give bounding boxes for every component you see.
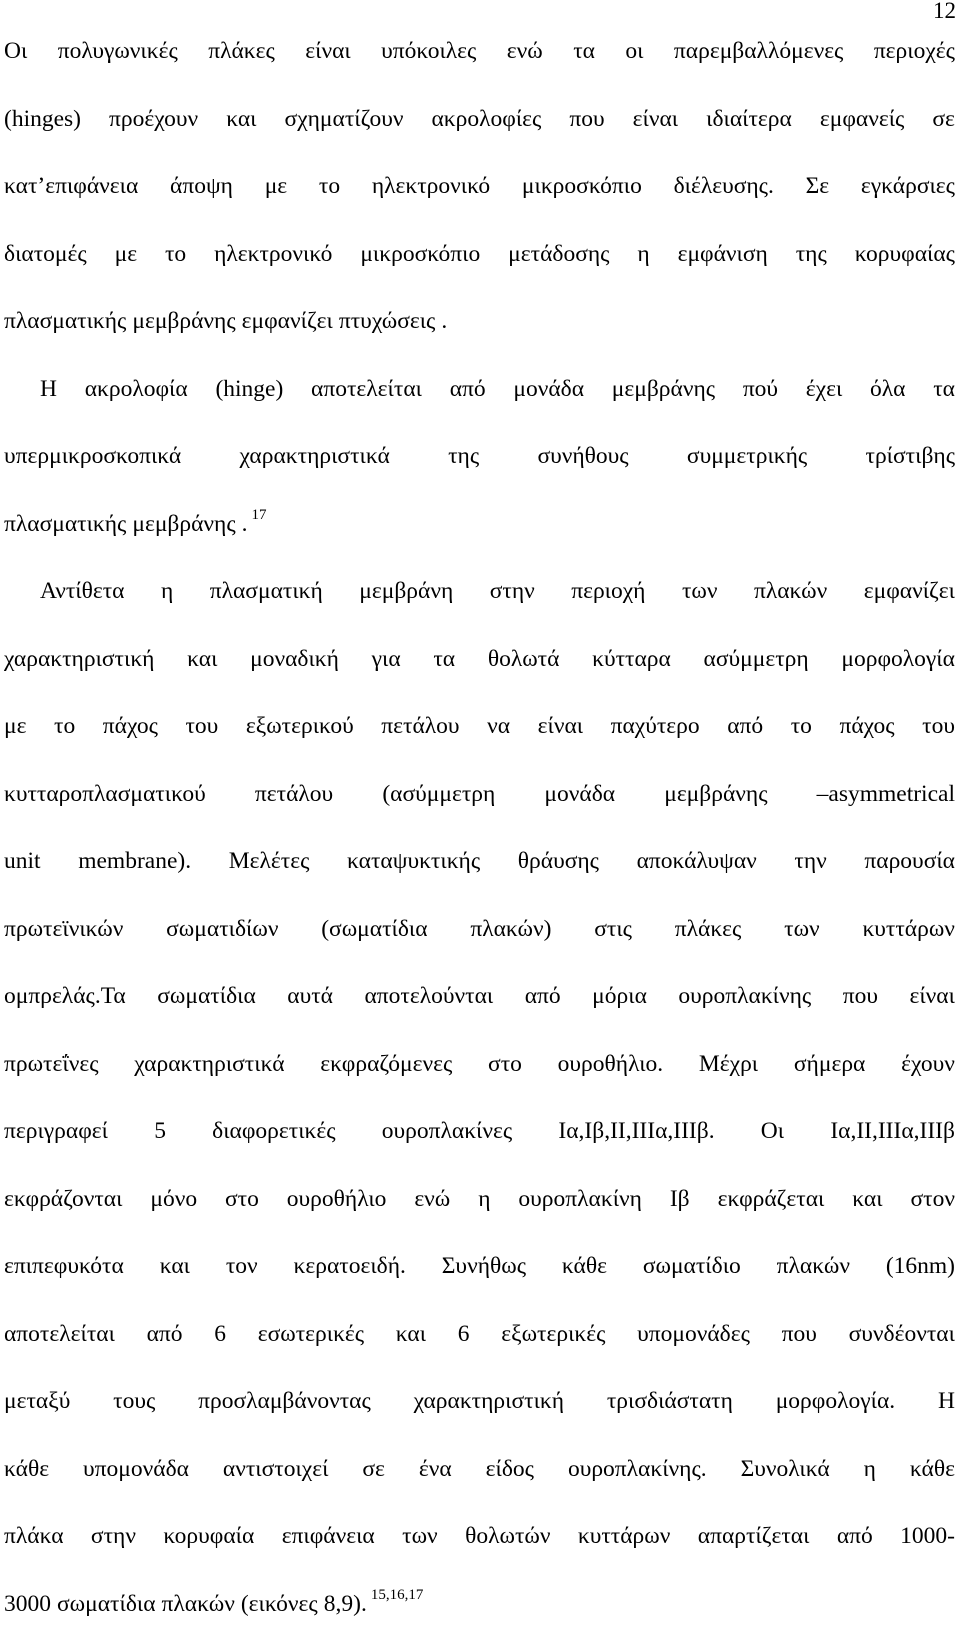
word: πολυγωνικές <box>58 18 178 86</box>
word: μεμβράνης <box>664 761 767 829</box>
word: μορφολογία <box>841 626 955 694</box>
word: των <box>784 896 820 964</box>
text-line <box>4 423 955 491</box>
citation-superscript: 15,16,17 <box>371 1587 424 1603</box>
word: παχύτερο <box>611 693 700 761</box>
word: εμφανίζει <box>864 558 955 626</box>
word: θολωτά <box>488 626 560 694</box>
word: και <box>852 1166 882 1234</box>
word: κάθε <box>4 1436 49 1504</box>
word: ουροπλακίνης. <box>568 1436 707 1504</box>
word: από <box>727 693 763 761</box>
word: υπομονάδες <box>637 1301 750 1369</box>
word: εκφράζονται <box>4 1166 122 1234</box>
word: κάθε <box>910 1436 955 1504</box>
word: unit <box>4 828 41 896</box>
word: σε <box>362 1436 385 1504</box>
word: ακρολοφίες <box>432 86 542 154</box>
word: αποκάλυψαν <box>637 828 757 896</box>
page-number: 12 <box>933 0 956 24</box>
word: οι <box>625 18 643 86</box>
text-line <box>4 693 955 761</box>
word: πάχος <box>839 693 894 761</box>
word: στην <box>490 558 535 626</box>
text-line <box>4 828 955 896</box>
text-line <box>4 1436 955 1504</box>
word: σωματιδίων <box>166 896 278 964</box>
text-line <box>4 86 955 154</box>
word: Ια,ΙΙ,ΙΙΙα,ΙΙΙβ <box>830 1098 955 1166</box>
word: τρισδιάστατη <box>607 1368 733 1436</box>
word: τα <box>573 18 595 86</box>
word: ένα <box>419 1436 452 1504</box>
word: τρίστιβης <box>866 423 955 491</box>
word: στις <box>594 896 632 964</box>
word: σήμερα <box>794 1031 865 1099</box>
word: αποτελείται <box>311 356 422 424</box>
word: στην <box>91 1503 136 1571</box>
word: 8,9). $^{15,16,17}$ <box>324 1571 424 1638</box>
word: υπομονάδα <box>83 1436 189 1504</box>
word: από <box>525 963 561 1031</box>
word: (σωματίδια <box>321 896 427 964</box>
word: σωματίδια <box>157 963 256 1031</box>
word: και <box>160 1233 190 1301</box>
word: κατ’επιφάνεια <box>4 153 138 221</box>
word: των <box>402 1503 438 1571</box>
word: αποτελούνται <box>365 963 494 1031</box>
word: Οι <box>4 18 27 86</box>
word: ουροπλακίνη <box>518 1166 642 1234</box>
word: πλασματικής <box>4 288 126 356</box>
word: εκφράζεται <box>718 1166 825 1234</box>
word: σωματίδια <box>57 1571 156 1638</box>
word: μεταξύ <box>4 1368 70 1436</box>
text-line <box>4 153 955 221</box>
word: ουροθήλιο. <box>558 1031 663 1099</box>
word: της <box>796 221 827 289</box>
word: τα <box>433 626 455 694</box>
word: η <box>637 221 649 289</box>
text-line <box>4 1368 955 1436</box>
word: να <box>487 693 510 761</box>
word: είναι <box>909 963 954 1031</box>
word: εσωτερικές <box>258 1301 364 1369</box>
word: μοναδική <box>250 626 339 694</box>
word: μεμβράνης <box>132 288 235 356</box>
word: από <box>450 356 486 424</box>
text-line <box>4 491 955 559</box>
word: περιοχή <box>571 558 645 626</box>
word: η <box>161 558 173 626</box>
word: μικροσκόπιο <box>522 153 642 221</box>
word: είναι <box>305 18 350 86</box>
text-line <box>4 356 955 424</box>
word: τα <box>933 356 955 424</box>
word: στον <box>911 1166 956 1234</box>
word: επιπεφυκότα <box>4 1233 124 1301</box>
text-line <box>4 1233 955 1301</box>
word: πλακών <box>777 1233 850 1301</box>
word: αυτά <box>287 963 333 1031</box>
word: κύτταρα <box>592 626 671 694</box>
word: κορυφαίας <box>855 221 955 289</box>
word: είναι <box>633 86 678 154</box>
word: πάχος <box>103 693 158 761</box>
word: κυττάρων <box>862 896 955 964</box>
word: χαρακτηριστικά <box>240 423 390 491</box>
word: Μέχρι <box>699 1031 758 1099</box>
word: πλάκες <box>208 18 275 86</box>
text-line <box>4 558 955 626</box>
word: μεμβράνη <box>359 558 453 626</box>
word: που <box>782 1301 817 1369</box>
text-line <box>4 1098 955 1166</box>
word: και <box>226 86 256 154</box>
word: των <box>682 558 718 626</box>
word: είδος <box>486 1436 534 1504</box>
word: εξωτερικές <box>501 1301 605 1369</box>
text-line <box>4 1571 955 1638</box>
word: Συνολικά <box>741 1436 830 1504</box>
word: του <box>185 693 218 761</box>
word: μικροσκόπιο <box>360 221 480 289</box>
word: μονάδα <box>513 356 584 424</box>
word: 3000 <box>4 1571 51 1638</box>
word: μετάδοσης <box>508 221 609 289</box>
word: 5 <box>154 1098 166 1166</box>
word: σε <box>932 86 955 154</box>
word: τους <box>113 1368 155 1436</box>
text-line <box>4 963 955 1031</box>
word: Η <box>938 1368 955 1436</box>
word: άποψη <box>170 153 233 221</box>
word: εγκάρσιες <box>861 153 955 221</box>
word: εμφανείς <box>820 86 904 154</box>
word: πλασματικής <box>4 491 126 559</box>
word: όλα <box>870 356 905 424</box>
word: για <box>372 626 401 694</box>
word: αντιστοιχεί <box>223 1436 329 1504</box>
word: είναι <box>538 693 583 761</box>
word: και <box>396 1301 426 1369</box>
word: Ια,Ιβ,ΙΙ,ΙΙΙα,ΙΙΙβ. <box>558 1098 714 1166</box>
word: μεμβράνης <box>612 356 715 424</box>
word: εκφραζόμενες <box>320 1031 452 1099</box>
word: με <box>115 221 137 289</box>
word: ασύμμετρη <box>704 626 809 694</box>
word: του <box>922 693 955 761</box>
word: συνδέονται <box>849 1301 955 1369</box>
word: προσλαμβάνοντας <box>198 1368 371 1436</box>
word: Σε <box>806 153 830 221</box>
word: πετάλου <box>255 761 333 829</box>
word: Συνήθως <box>442 1233 526 1301</box>
word: την <box>794 828 826 896</box>
word: συμμετρικής <box>687 423 807 491</box>
word: στο <box>225 1166 259 1234</box>
word: κερατοειδή. <box>294 1233 406 1301</box>
word: membrane). <box>78 828 191 896</box>
word: παρουσία <box>864 828 955 896</box>
word: ουροπλακίνες <box>382 1098 512 1166</box>
word: θολωτών <box>465 1503 550 1571</box>
word: 6 <box>458 1301 470 1369</box>
word: τον <box>226 1233 258 1301</box>
document-body <box>4 18 955 1638</box>
word: . <box>441 288 447 356</box>
text-line <box>4 1503 955 1571</box>
word: παρεμβαλλόμενες <box>674 18 843 86</box>
text-line <box>4 1031 955 1099</box>
word: (εικόνες <box>241 1571 318 1638</box>
word: κυτταροπλασματικού <box>4 761 206 829</box>
word: διαφορετικές <box>212 1098 335 1166</box>
word: εξωτερικού <box>246 693 354 761</box>
word: Μελέτες <box>229 828 310 896</box>
word: (ασύμμετρη <box>382 761 495 829</box>
word: καταψυκτικής <box>347 828 480 896</box>
word: μεμβράνης <box>132 491 235 559</box>
word: κάθε <box>562 1233 607 1301</box>
word: μορφολογία. <box>776 1368 895 1436</box>
word: Ιβ <box>670 1166 690 1234</box>
word: το <box>54 693 75 761</box>
word: πλάκα <box>4 1503 64 1571</box>
word: που <box>569 86 604 154</box>
word: συνήθους <box>537 423 628 491</box>
word: πτυχώσεις <box>339 288 436 356</box>
word: πρωτεΐνες <box>4 1031 99 1099</box>
citation-superscript: 17 <box>252 507 267 523</box>
word: στο <box>488 1031 522 1099</box>
text-line <box>4 761 955 829</box>
word: ηλεκτρονικό <box>372 153 490 221</box>
word: 1000- <box>900 1503 955 1571</box>
word: πλακών <box>162 1571 235 1638</box>
word: πλακών) <box>470 896 551 964</box>
word: σωματίδιο <box>643 1233 741 1301</box>
word: το <box>165 221 186 289</box>
word: θράυσης <box>518 828 599 896</box>
word: εμφανίζει <box>242 288 333 356</box>
word: Αντίθετα <box>40 558 125 626</box>
text-line <box>4 1301 955 1369</box>
word: . $^{17}$ <box>242 491 267 559</box>
word: πλασματική <box>210 558 323 626</box>
word: υπόκοιλες <box>381 18 476 86</box>
text-line <box>4 1166 955 1234</box>
word: –asymmetrical <box>817 761 955 829</box>
word: ηλεκτρονικό <box>214 221 332 289</box>
word: ουροθήλιο <box>287 1166 387 1234</box>
word: (hinge) <box>215 356 283 424</box>
word: ιδιαίτερα <box>706 86 792 154</box>
word: μονάδα <box>544 761 615 829</box>
word: Η <box>40 356 57 424</box>
word: από <box>837 1503 873 1571</box>
text-line <box>4 288 955 356</box>
word: έχουν <box>901 1031 955 1099</box>
word: προέχουν <box>109 86 198 154</box>
word: αποτελείται <box>4 1301 115 1369</box>
word: επιφάνεια <box>282 1503 375 1571</box>
word: η <box>478 1166 490 1234</box>
word: σχηματίζουν <box>285 86 404 154</box>
text-line <box>4 18 955 86</box>
word: ενώ <box>507 18 543 86</box>
word: κυττάρων <box>578 1503 671 1571</box>
word: περιοχές <box>874 18 955 86</box>
word: της <box>448 423 479 491</box>
word: πρωτεϊνικών <box>4 896 123 964</box>
text-line <box>4 896 955 964</box>
word: (hinges) <box>4 86 81 154</box>
word: πετάλου <box>381 693 459 761</box>
word: με <box>265 153 287 221</box>
word: πλακών <box>754 558 827 626</box>
word: 6 <box>214 1301 226 1369</box>
word: χαρακτηριστικά <box>134 1031 284 1099</box>
word: η <box>864 1436 876 1504</box>
word: διατομές <box>4 221 87 289</box>
word: μόνο <box>150 1166 197 1234</box>
word: ακρολοφία <box>85 356 188 424</box>
word: χαρακτηριστική <box>4 626 154 694</box>
word: υπερμικροσκοπικά <box>4 423 181 491</box>
word: από <box>147 1301 183 1369</box>
word: που <box>843 963 878 1031</box>
word: ουροπλακίνης <box>678 963 811 1031</box>
word: πλάκες <box>675 896 742 964</box>
word: και <box>187 626 217 694</box>
word: μόρια <box>592 963 647 1031</box>
word: κορυφαία <box>163 1503 254 1571</box>
word: διέλευσης. <box>674 153 774 221</box>
word: χαρακτηριστική <box>414 1368 564 1436</box>
word: απαρτίζεται <box>698 1503 810 1571</box>
text-line <box>4 626 955 694</box>
word: (16nm) <box>886 1233 955 1301</box>
word: περιγραφεί <box>4 1098 108 1166</box>
word: ενώ <box>414 1166 450 1234</box>
word: εμφάνιση <box>678 221 768 289</box>
word: Οι <box>761 1098 784 1166</box>
word: με <box>4 693 26 761</box>
text-line <box>4 221 955 289</box>
word: το <box>791 693 812 761</box>
word: το <box>319 153 340 221</box>
word: ομπρελάς.Τα <box>4 963 126 1031</box>
word: πού <box>743 356 778 424</box>
word: έχει <box>806 356 843 424</box>
